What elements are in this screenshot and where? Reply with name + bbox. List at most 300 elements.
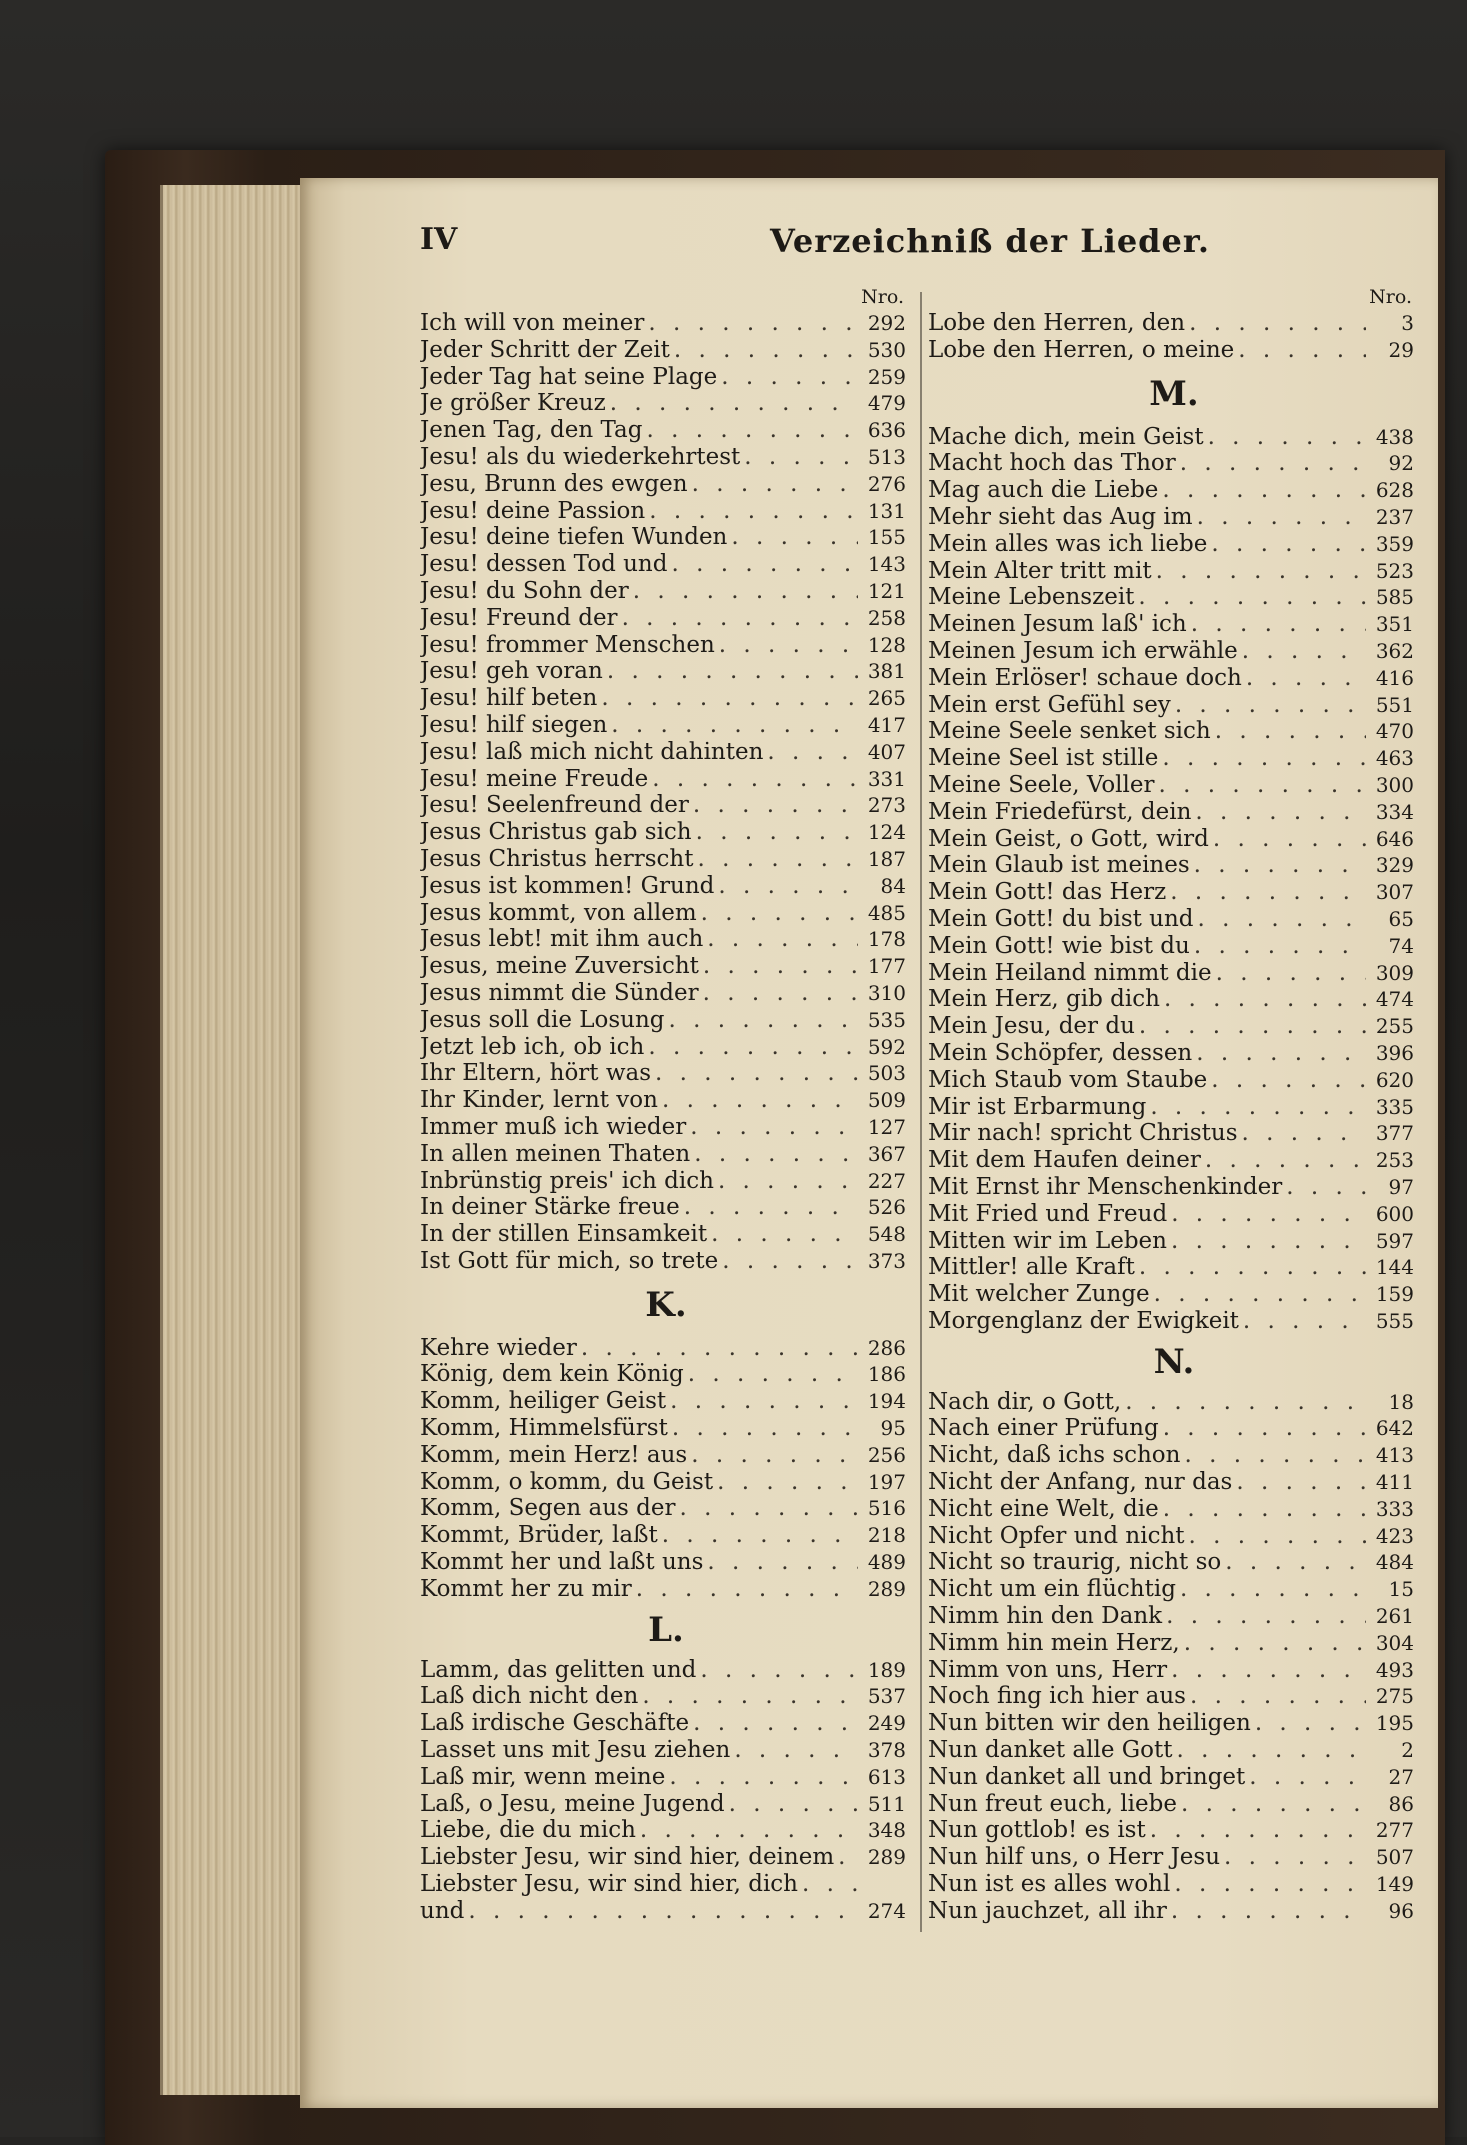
entry-number: 227 xyxy=(867,1168,906,1193)
entry-number: 507 xyxy=(1375,1845,1414,1870)
dot-leader xyxy=(1159,1496,1366,1522)
entry-number: 259 xyxy=(867,364,906,389)
index-entry xyxy=(928,1120,1420,1147)
index-entry xyxy=(420,390,912,417)
dot-leader xyxy=(648,766,858,792)
index-entry xyxy=(928,1791,1420,1818)
dot-leader xyxy=(725,1791,858,1817)
index-entry xyxy=(420,1221,912,1248)
dot-leader xyxy=(1209,826,1366,852)
entry-number: 381 xyxy=(867,659,906,684)
entry-title: Jesus lebt! mit ihm auch xyxy=(420,926,704,953)
dot-leader xyxy=(1135,1254,1366,1280)
entry-title: Meinen Jesum laß' ich xyxy=(928,611,1187,638)
dot-leader xyxy=(667,551,858,577)
entry-number: 516 xyxy=(867,1496,906,1521)
index-entry xyxy=(928,1013,1420,1040)
nro-label: Nro. xyxy=(1369,286,1412,308)
index-entry xyxy=(420,444,912,471)
index-entry xyxy=(420,1657,912,1684)
entry-number: 329 xyxy=(1375,853,1414,878)
entry-number: 396 xyxy=(1375,1040,1414,1065)
entry-number: 551 xyxy=(1375,692,1414,717)
entry-number: 334 xyxy=(1375,799,1414,824)
index-entry xyxy=(420,1683,912,1710)
entry-number: 197 xyxy=(867,1469,906,1494)
entry-title: Kommt, Brüder, laßt xyxy=(420,1522,658,1549)
entry-number: 597 xyxy=(1375,1228,1414,1253)
entry-title: Lobe den Herren, den xyxy=(928,310,1186,336)
index-entry xyxy=(420,605,912,632)
dot-leader xyxy=(1158,477,1366,503)
entry-title: Jesus kommt, von allem xyxy=(420,899,697,926)
entry-number: 273 xyxy=(867,793,906,818)
entry-title: Jesu! deine Passion xyxy=(420,497,646,524)
index-entry xyxy=(420,1141,912,1168)
entry-title: Nun gottlob! es ist xyxy=(928,1817,1146,1844)
index-entry xyxy=(420,1415,912,1442)
entry-title: Jetzt leb ich, ob ich xyxy=(420,1033,645,1060)
dot-leader xyxy=(606,390,858,416)
entry-number: 335 xyxy=(1375,1094,1414,1119)
entry-title: Nimm von uns, Herr xyxy=(928,1656,1168,1683)
entry-title: Jenen Tag, den Tag xyxy=(420,417,643,444)
index-entry xyxy=(928,337,1420,364)
dot-leader xyxy=(718,1248,858,1274)
entry-number: 194 xyxy=(867,1389,906,1414)
dot-leader xyxy=(607,712,858,738)
entry-title: Mehr sieht das Aug im xyxy=(928,503,1193,530)
letter-heading-l: L. xyxy=(648,1609,684,1650)
index-entry xyxy=(928,1147,1420,1174)
dot-leader xyxy=(692,819,858,845)
dot-leader xyxy=(687,1442,858,1468)
entry-title: Liebe, die du mich xyxy=(420,1817,636,1844)
index-entry xyxy=(928,799,1420,826)
entry-title: Mein Herz, gib dich xyxy=(928,986,1160,1013)
entry-title: Nun danket alle Gott xyxy=(928,1737,1173,1764)
dot-leader xyxy=(697,900,858,926)
dot-leader xyxy=(1193,504,1366,530)
index-entry xyxy=(928,1657,1420,1684)
dot-leader xyxy=(763,739,858,765)
entry-number: 189 xyxy=(867,1657,906,1682)
entry-title: Jesus Christus herrscht xyxy=(420,845,694,872)
index-entry xyxy=(420,1764,912,1791)
entry-title: Mir nach! spricht Christus xyxy=(928,1120,1238,1147)
entry-number: 127 xyxy=(867,1114,906,1139)
entry-number: 274 xyxy=(867,1898,906,1923)
index-entry xyxy=(420,1388,912,1415)
dot-leader xyxy=(1176,1576,1366,1602)
index-entry xyxy=(420,1549,912,1576)
index-entry xyxy=(928,1040,1420,1067)
dot-leader xyxy=(1167,1201,1366,1227)
entry-title: Mein Gott! wie bist du xyxy=(928,932,1190,959)
dot-leader xyxy=(699,980,858,1006)
dot-leader xyxy=(693,846,858,872)
entry-title: Nun hilf uns, o Herr Jesu xyxy=(928,1844,1221,1871)
index-entry xyxy=(420,524,912,551)
entry-title: Mein Geist, o Gott, wird xyxy=(928,825,1209,852)
dot-leader xyxy=(1207,1067,1366,1093)
entry-title: Nach einer Prüfung xyxy=(928,1415,1159,1442)
index-entry xyxy=(420,953,912,980)
index-entry xyxy=(420,792,912,819)
entry-number: 261 xyxy=(1375,1604,1414,1629)
dot-leader xyxy=(632,1576,858,1602)
index-entry xyxy=(928,450,1420,477)
entry-title: Jesu! Freund der xyxy=(420,604,618,631)
entry-number: 143 xyxy=(867,552,906,577)
entry-number: 413 xyxy=(1375,1443,1414,1468)
entry-number: 84 xyxy=(880,873,906,898)
index-entry xyxy=(420,739,912,766)
entry-title: Laß irdische Geschäfte xyxy=(420,1710,690,1737)
dot-leader xyxy=(1211,718,1366,744)
entry-number: 249 xyxy=(867,1711,906,1736)
entry-title: Jesu! frommer Menschen xyxy=(420,631,715,658)
dot-leader xyxy=(740,444,858,470)
dot-leader xyxy=(577,1335,858,1361)
dot-leader xyxy=(1121,1389,1366,1415)
index-entry xyxy=(928,1576,1420,1603)
index-entry xyxy=(420,766,912,793)
entry-number: 178 xyxy=(867,927,906,952)
dot-leader xyxy=(1238,638,1366,664)
index-entry xyxy=(420,364,912,391)
index-entry xyxy=(928,1549,1420,1576)
index-entry xyxy=(420,712,912,739)
entry-number: 620 xyxy=(1375,1067,1414,1092)
entry-title: Ihr Eltern, hört was xyxy=(420,1060,652,1087)
entry-title: Nicht Opfer und nicht xyxy=(928,1522,1185,1549)
index-entry xyxy=(420,980,912,1007)
entry-list-j xyxy=(420,310,912,1275)
entry-title: Mitten wir im Leben xyxy=(928,1227,1167,1254)
entry-title: In deiner Stärke freue xyxy=(420,1194,680,1221)
entry-title: Jesu, Brunn des ewgen xyxy=(420,470,688,497)
index-entry xyxy=(420,900,912,927)
index-entry xyxy=(928,1871,1420,1898)
index-entry xyxy=(420,551,912,578)
entry-title: Jesus, meine Zuversicht xyxy=(420,953,699,980)
entry-number: 186 xyxy=(867,1362,906,1387)
entry-number: 485 xyxy=(867,900,906,925)
index-entry xyxy=(420,1194,912,1221)
dot-leader xyxy=(1191,799,1366,825)
entry-number: 474 xyxy=(1375,987,1414,1012)
entry-title: Mein alles was ich liebe xyxy=(928,530,1208,557)
index-entry xyxy=(420,417,912,444)
entry-title: Ist Gott für mich, so trete xyxy=(420,1247,719,1274)
dot-leader xyxy=(1146,1094,1366,1120)
entry-title: Komm, Himmelsfürst xyxy=(420,1415,668,1442)
dot-leader xyxy=(1204,424,1366,450)
dot-leader xyxy=(727,524,858,550)
entry-title: Nimm hin den Dank xyxy=(928,1603,1163,1630)
left-column xyxy=(420,286,912,1925)
dot-leader xyxy=(689,1710,858,1736)
entry-number: 2 xyxy=(1401,1738,1414,1763)
entry-title: Jesu! meine Freude xyxy=(420,765,649,792)
entry-title: Meine Seel ist stille xyxy=(928,745,1159,772)
entry-number: 218 xyxy=(867,1523,906,1548)
entry-number: 97 xyxy=(1388,1174,1414,1199)
entry-title: Laß mir, wenn meine xyxy=(420,1763,666,1790)
entry-number: 417 xyxy=(867,712,906,737)
entry-title: Mein Gott! du bist und xyxy=(928,905,1194,932)
index-entry xyxy=(928,665,1420,692)
entry-number: 253 xyxy=(1375,1148,1414,1173)
index-entry xyxy=(928,1898,1420,1925)
dot-leader xyxy=(1171,692,1366,718)
index-entry xyxy=(928,692,1420,719)
dot-leader xyxy=(1282,1174,1366,1200)
dot-leader xyxy=(665,1007,858,1033)
dot-leader xyxy=(1180,1442,1366,1468)
entry-number: 378 xyxy=(867,1738,906,1763)
index-entry xyxy=(928,531,1420,558)
entry-title: In allen meinen Thaten xyxy=(420,1140,691,1167)
entry-number: 509 xyxy=(867,1088,906,1113)
dot-leader xyxy=(688,471,858,497)
dot-leader xyxy=(1190,933,1366,959)
entry-title: Mit dem Haufen deiner xyxy=(928,1147,1201,1174)
index-entry xyxy=(420,1737,912,1764)
index-entry xyxy=(928,852,1420,879)
dot-leader xyxy=(1146,1817,1366,1843)
entry-title: Jesu! Seelenfreund der xyxy=(420,792,689,819)
entry-title: Jeder Tag hat seine Plage xyxy=(420,363,718,390)
dot-leader xyxy=(651,1060,858,1086)
entry-title: Mein Schöpfer, dessen xyxy=(928,1039,1193,1066)
entry-number: 416 xyxy=(1375,665,1414,690)
entry-title: Noch fing ich hier aus xyxy=(928,1683,1186,1710)
dot-leader xyxy=(645,498,858,524)
letter-heading-m: M. xyxy=(1149,373,1199,414)
entry-number: 423 xyxy=(1375,1523,1414,1548)
dot-leader xyxy=(1207,531,1366,557)
dot-leader xyxy=(696,1657,858,1683)
index-entry xyxy=(420,632,912,659)
index-entry xyxy=(420,1168,912,1195)
entry-title: Nun freut euch, liebe xyxy=(928,1790,1177,1817)
index-entry xyxy=(928,1201,1420,1228)
index-entry xyxy=(420,1817,912,1844)
entry-title: Nach dir, o Gott, xyxy=(928,1388,1122,1415)
entry-number: 489 xyxy=(867,1550,906,1575)
dot-leader xyxy=(1158,745,1366,771)
entry-number: 628 xyxy=(1375,478,1414,503)
entry-title: Lobe den Herren, o meine xyxy=(928,336,1235,363)
index-entry xyxy=(928,1469,1420,1496)
entry-list-m xyxy=(928,424,1420,1335)
index-entry xyxy=(420,1034,912,1061)
entry-number: 535 xyxy=(867,1007,906,1032)
entry-title: Mein Glaub ist meines xyxy=(928,852,1190,879)
index-entry xyxy=(928,1764,1420,1791)
entry-number: 289 xyxy=(867,1576,906,1601)
entry-title: Macht hoch das Thor xyxy=(928,450,1176,477)
entry-title: Nun ist es alles wohl xyxy=(928,1871,1171,1898)
index-entry xyxy=(420,1495,912,1522)
index-entry xyxy=(420,1844,912,1871)
dot-leader xyxy=(699,953,858,979)
entry-title: Mittler! alle Kraft xyxy=(928,1254,1135,1281)
letter-heading-k: K. xyxy=(645,1284,687,1325)
entry-title: Mein Erlöser! schaue doch xyxy=(928,664,1242,691)
index-entry xyxy=(420,1576,912,1603)
index-entry xyxy=(928,477,1420,504)
right-column xyxy=(928,286,1420,1925)
entry-number: 276 xyxy=(867,471,906,496)
entry-number: 530 xyxy=(867,337,906,362)
dot-leader xyxy=(714,873,858,899)
index-entry xyxy=(420,1007,912,1034)
entry-title: Jesu! hilf beten xyxy=(420,685,598,712)
page-title: Verzeichniß der Lieder. xyxy=(770,222,1210,260)
entry-number: 333 xyxy=(1375,1496,1414,1521)
index-entry xyxy=(420,1469,912,1496)
entry-title: Mit Fried und Freud xyxy=(928,1200,1168,1227)
entry-number: 362 xyxy=(1375,638,1414,663)
dot-leader xyxy=(1232,1469,1366,1495)
dot-leader xyxy=(629,578,858,604)
index-entry xyxy=(420,1791,912,1818)
entry-number: 258 xyxy=(867,605,906,630)
entry-number: 513 xyxy=(867,444,906,469)
entry-number: 479 xyxy=(867,391,906,416)
dot-leader xyxy=(618,605,858,631)
entry-title: Mein Gott! das Herz xyxy=(928,879,1167,906)
index-entry xyxy=(928,424,1420,451)
dot-leader xyxy=(714,1168,858,1194)
index-entry xyxy=(928,1067,1420,1094)
dot-leader xyxy=(1159,1415,1366,1441)
dot-leader xyxy=(713,1469,858,1495)
dot-leader xyxy=(1177,1791,1366,1817)
entry-title: Nicht eine Welt, die xyxy=(928,1495,1159,1522)
entry-title: Je größer Kreuz xyxy=(420,390,606,417)
entry-title: Nicht der Anfang, nur das xyxy=(928,1469,1233,1496)
index-entry xyxy=(928,1415,1420,1442)
entry-number: 493 xyxy=(1375,1657,1414,1682)
dot-leader xyxy=(1135,1013,1366,1039)
dot-leader xyxy=(1212,960,1366,986)
index-entry xyxy=(928,1254,1420,1281)
entry-title: Meine Seele senket sich xyxy=(928,718,1211,745)
entry-title: Mache dich, mein Geist xyxy=(928,423,1204,450)
entry-title: Mein Heiland nimmt die xyxy=(928,959,1212,986)
index-entry xyxy=(928,611,1420,638)
dot-leader xyxy=(686,1114,858,1140)
page-header xyxy=(420,222,1420,262)
entry-number: 289 xyxy=(867,1845,906,1870)
entry-number: 351 xyxy=(1375,612,1414,637)
entry-title: Ich will von meiner xyxy=(420,310,645,336)
dot-leader xyxy=(642,417,858,443)
entry-title: Nun danket all und bringet xyxy=(928,1763,1246,1790)
index-entry xyxy=(928,1496,1420,1523)
index-entry xyxy=(928,1094,1420,1121)
dot-leader xyxy=(644,1034,858,1060)
index-entry xyxy=(420,1248,912,1275)
entry-number: 275 xyxy=(1375,1684,1414,1709)
entry-number: 438 xyxy=(1375,424,1414,449)
entry-number: 3 xyxy=(1401,311,1414,335)
dot-leader xyxy=(1194,906,1366,932)
entry-number: 470 xyxy=(1375,719,1414,744)
entry-number: 636 xyxy=(867,418,906,443)
entry-number: 92 xyxy=(1388,451,1414,476)
entry-number: 96 xyxy=(1388,1898,1414,1923)
index-entry xyxy=(928,1442,1420,1469)
dot-leader xyxy=(1190,852,1366,878)
entry-number: 537 xyxy=(867,1684,906,1709)
entry-number: 15 xyxy=(1388,1577,1414,1602)
entry-title: Liebster Jesu, wir sind hier, deinem xyxy=(420,1844,835,1871)
entry-number: 503 xyxy=(867,1061,906,1086)
dot-leader xyxy=(1176,450,1366,476)
entry-number: 256 xyxy=(867,1442,906,1467)
index-entry xyxy=(928,310,1420,337)
entry-title: Mein Jesu, der du xyxy=(928,1013,1135,1040)
dot-leader xyxy=(464,1898,858,1924)
entry-title: Mir ist Erbarmung xyxy=(928,1093,1147,1120)
index-entry xyxy=(928,558,1420,585)
dot-leader xyxy=(1152,558,1366,584)
entry-number: 187 xyxy=(867,846,906,871)
index-entry xyxy=(928,986,1420,1013)
entry-title: Nimm hin mein Herz, xyxy=(928,1629,1180,1656)
entry-number: 307 xyxy=(1375,880,1414,905)
dot-leader xyxy=(703,926,858,952)
entry-title: Jesus Christus gab sich xyxy=(420,819,692,846)
index-entry xyxy=(928,826,1420,853)
entry-number: 131 xyxy=(867,498,906,523)
entry-title: Jesus soll die Losung xyxy=(420,1006,665,1033)
entry-list-l-cont xyxy=(928,310,1420,364)
index-entry xyxy=(928,638,1420,665)
dot-leader xyxy=(1172,1737,1366,1763)
index-entry xyxy=(928,933,1420,960)
nro-label: Nro. xyxy=(861,286,904,308)
index-entry xyxy=(420,926,912,953)
index-entry xyxy=(928,1603,1420,1630)
index-entry xyxy=(928,960,1420,987)
entry-number: 585 xyxy=(1375,585,1414,610)
entry-title: und xyxy=(420,1897,465,1924)
entry-number: 255 xyxy=(1375,1014,1414,1039)
entry-title: Mein erst Gefühl sey xyxy=(928,691,1171,718)
dot-leader xyxy=(644,310,858,336)
entry-number: 177 xyxy=(867,954,906,979)
entry-number: 484 xyxy=(1375,1550,1414,1575)
entry-number: 359 xyxy=(1375,531,1414,556)
index-entry xyxy=(928,1630,1420,1657)
dot-leader xyxy=(658,1522,858,1548)
dot-leader xyxy=(638,1683,858,1709)
entry-number: 277 xyxy=(1375,1818,1414,1843)
dot-leader xyxy=(1221,1549,1366,1575)
entry-title: Komm, heiliger Geist xyxy=(420,1388,667,1415)
entry-title: Morgenglanz der Ewigkeit xyxy=(928,1307,1239,1334)
dot-leader xyxy=(1185,310,1366,336)
entry-number: 310 xyxy=(867,980,906,1005)
index-entry xyxy=(420,1114,912,1141)
entry-title: Jesu! dessen Tod und xyxy=(420,551,668,578)
